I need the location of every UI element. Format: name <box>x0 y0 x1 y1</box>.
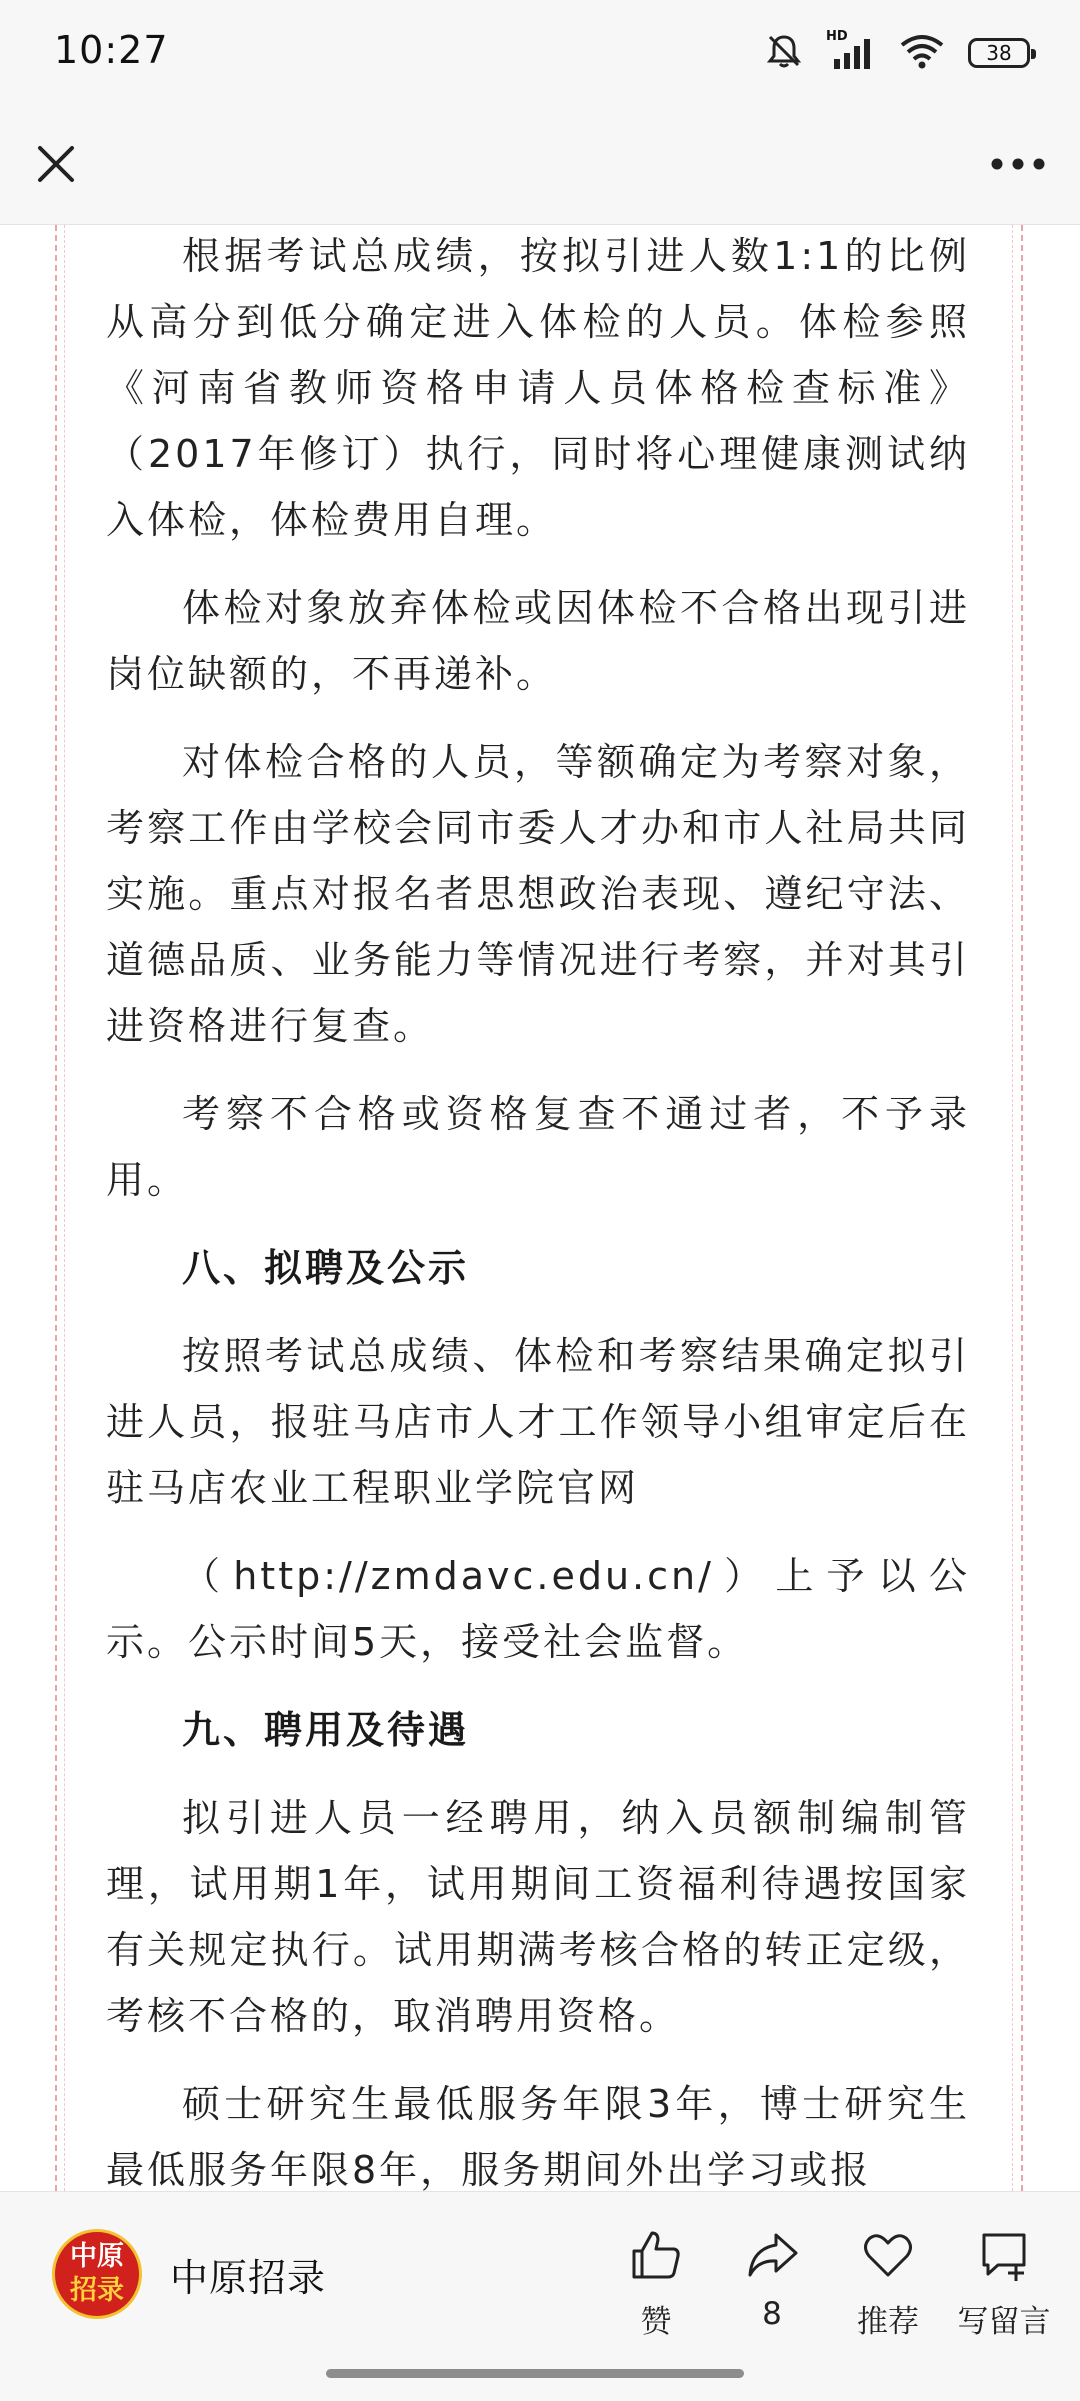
more-icon <box>990 157 1046 171</box>
section-heading-9: 九、聘用及待遇 <box>182 1708 470 1752</box>
heart-icon <box>860 2224 916 2286</box>
comment-add-icon <box>976 2224 1032 2286</box>
recommend-button[interactable] <box>830 2224 946 2341</box>
avatar-text-bottom: 招录 <box>70 2275 124 2306</box>
like-button[interactable] <box>598 2224 714 2341</box>
header-bar <box>0 110 1080 225</box>
bell-off-icon <box>764 31 804 75</box>
status-time: 10:27 <box>54 28 169 72</box>
status-bar <box>0 0 1080 110</box>
article-paragraph: 拟引进人员一经聘用，纳入员额制编制管理，试用期1年，试用期间工资福利待遇按国家有关规定执行。试用期满考核合格的转正定级，考核不合格的，取消聘用资格。 <box>106 1796 970 2038</box>
article-paragraph: 硕士研究生最低服务年限3年，博士研究生最低服务年限8年，服务期间外出学习或报 <box>106 2082 970 2191</box>
like-label: 赞 <box>640 2304 672 2340</box>
signal-icon <box>826 29 876 73</box>
decorative-border-right-inner <box>1012 225 1013 2191</box>
share-icon <box>744 2224 800 2286</box>
write-comment-label: 写留言 <box>957 2304 1051 2340</box>
article-content[interactable] <box>0 225 1080 2191</box>
battery-level: 38 <box>986 41 1012 65</box>
avatar-text-top: 中原 <box>70 2241 124 2272</box>
decorative-border-right <box>1021 225 1023 2191</box>
section-heading-8: 八、拟聘及公示 <box>182 1246 470 1290</box>
url-paragraph: （http://zmdavc.edu.cn/）上予以公示。公示时间5天，接受社会监督。 <box>106 1554 970 1664</box>
article-paragraph: 体检对象放弃体检或因体检不合格出现引进岗位缺额的，不再递补。 <box>106 586 970 696</box>
close-button[interactable] <box>24 132 88 196</box>
account-avatar[interactable] <box>52 2229 142 2319</box>
article-paragraph: 按照考试总成绩、体检和考察结果确定拟引进人员，报驻马店市人才工作领导小组审定后在驻马店农业工程职业学院官网 <box>106 1334 970 1510</box>
thumbs-up-icon <box>628 2224 684 2286</box>
battery-icon <box>968 38 1030 68</box>
close-icon <box>34 142 78 186</box>
recommend-label: 推荐 <box>857 2304 919 2340</box>
share-count: 8 <box>762 2296 782 2332</box>
home-indicator[interactable] <box>326 2369 744 2378</box>
article-paragraph: 考察不合格或资格复查不通过者，不予录用。 <box>106 1092 970 1202</box>
article-paragraph: 根据考试总成绩，按拟引进人数1:1的比例从高分到低分确定进入体检的人员。体检参照《河南省教师资格申请人员体格检查标准》（2017年修订）执行，同时将心理健康测试纳入体检，体检费用自理。 <box>106 234 970 542</box>
wifi-icon <box>898 31 946 75</box>
share-button[interactable] <box>714 2224 830 2341</box>
more-button[interactable] <box>982 132 1054 196</box>
status-icons <box>764 30 1030 76</box>
decorative-border-left <box>55 225 57 2191</box>
action-group <box>598 2224 1062 2341</box>
write-comment-button[interactable] <box>946 2224 1062 2341</box>
network-label: HD <box>826 29 848 44</box>
article-paragraph: 对体检合格的人员，等额确定为考察对象，考察工作由学校会同市委人才办和市人社局共同实施。重点对报名者思想政治表现、遵纪守法、道德品质、业务能力等情况进行考察，并对其引进资格进行复查。 <box>106 740 970 1048</box>
account-name[interactable]: 中原招录 <box>170 2255 327 2300</box>
account-info[interactable] <box>52 2229 326 2319</box>
decorative-border-left-inner <box>64 225 65 2191</box>
article-body <box>106 225 970 2191</box>
